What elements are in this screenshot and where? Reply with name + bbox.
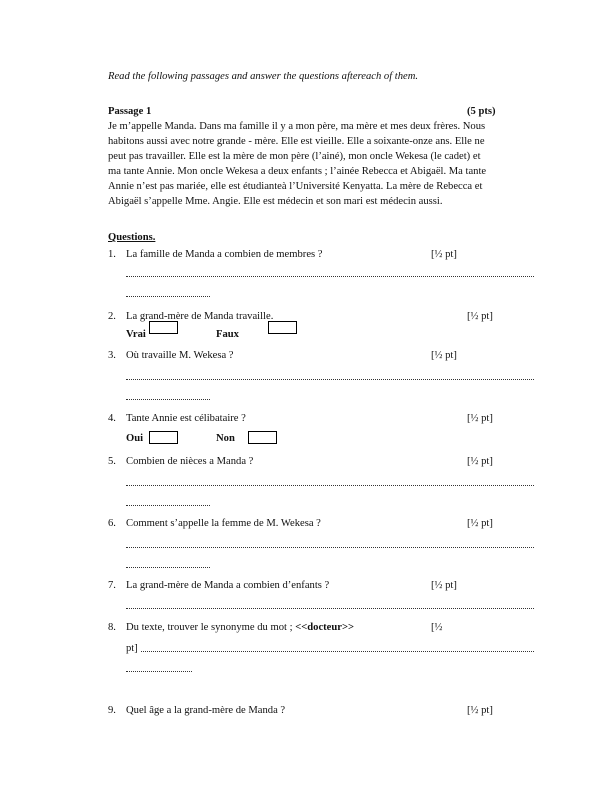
question-text: La grand-mère de Manda a combien d’enfants ? [126,580,330,591]
questions-heading: Questions. [108,232,156,243]
passage-line: Je m’appelle Manda. Dans ma famille il y a mon père, ma mère et mes deux frères. Nous [108,121,486,132]
answer-line[interactable] [126,379,534,380]
answer-line[interactable] [141,651,534,652]
answer-line[interactable] [126,485,534,486]
question-points: [½ pt] [431,580,457,591]
question-points: [½ pt] [431,249,457,260]
question-points: [½ [431,622,443,633]
question-points: [½ pt] [467,518,493,529]
question-text-main: Du texte, trouver le synonyme du mot ; [126,622,296,633]
option-label: Non [216,433,235,444]
passage-line: habitons aussi avec notre grande - mère. Elle est vieille. Elle a soixante-onze ans. Elle ne [108,136,485,147]
option-label: Oui [126,433,144,444]
answer-line[interactable] [126,671,192,672]
question-number: 9. [108,705,116,716]
passage-points: (5 pts) [467,106,496,117]
question-points: [½ pt] [467,413,493,424]
passage-line: peut pas travailler. Elle est la mère de mon père (l’ainé), mon oncle Wekesa (le cadet) et [108,151,481,162]
answer-line[interactable] [126,567,210,568]
question-number: 7. [108,580,116,591]
question-text: Combien de nièces a Manda ? [126,456,254,467]
question-text: Où travaille M. Wekesa ? [126,350,234,361]
answer-line[interactable] [126,608,534,609]
option-label: Faux [216,329,239,340]
question-number: 6. [108,518,116,529]
question-text: La famille de Manda a combien de membres ? [126,249,323,260]
target-word: <<docteur>> [295,622,355,633]
question-number: 3. [108,350,116,361]
question-number: 4. [108,413,116,424]
answer-line[interactable] [126,547,534,548]
question-points: [½ pt] [467,311,493,322]
question-number: 8. [108,622,116,633]
passage-title: Passage 1 [108,106,152,117]
checkbox-oui[interactable] [149,431,178,444]
passage-line: Abigaël s’appelle Mme. Angie. Elle est médecin et son mari est médecin aussi. [108,196,443,207]
question-text: La grand-mère de Manda travaille. [126,311,274,322]
question-text: Quel âge a la grand-mère de Manda ? [126,705,286,716]
checkbox-vrai[interactable] [149,321,178,334]
passage-line: Annie n’est pas mariée, elle est étudianteà l’Université Kenyatta. La mère de Rebecca et [108,181,483,192]
checkbox-faux[interactable] [268,321,297,334]
question-number: 2. [108,311,116,322]
answer-line[interactable] [126,276,534,277]
answer-line[interactable] [126,296,210,297]
checkbox-non[interactable] [248,431,277,444]
question-number: 5. [108,456,116,467]
option-label: Vrai [126,329,146,340]
question-number: 1. [108,249,116,260]
question-text: Tante Annie est célibataire ? [126,413,246,424]
question-points: [½ pt] [431,350,457,361]
question-text: Comment s’appelle la femme de M. Wekesa ? [126,518,321,529]
passage-line: ma tante Annie. Mon oncle Wekesa a deux enfants ; l’ainée Rebecca et Abigaël. Ma tante [108,166,487,177]
answer-line[interactable] [126,505,210,506]
question-points-cont: pt] [126,643,138,654]
question-points: [½ pt] [467,456,493,467]
instructions: Read the following passages and answer the questions aftereach of them. [108,71,419,82]
answer-line[interactable] [126,399,210,400]
question-text [126,622,354,634]
question-points: [½ pt] [467,705,493,716]
